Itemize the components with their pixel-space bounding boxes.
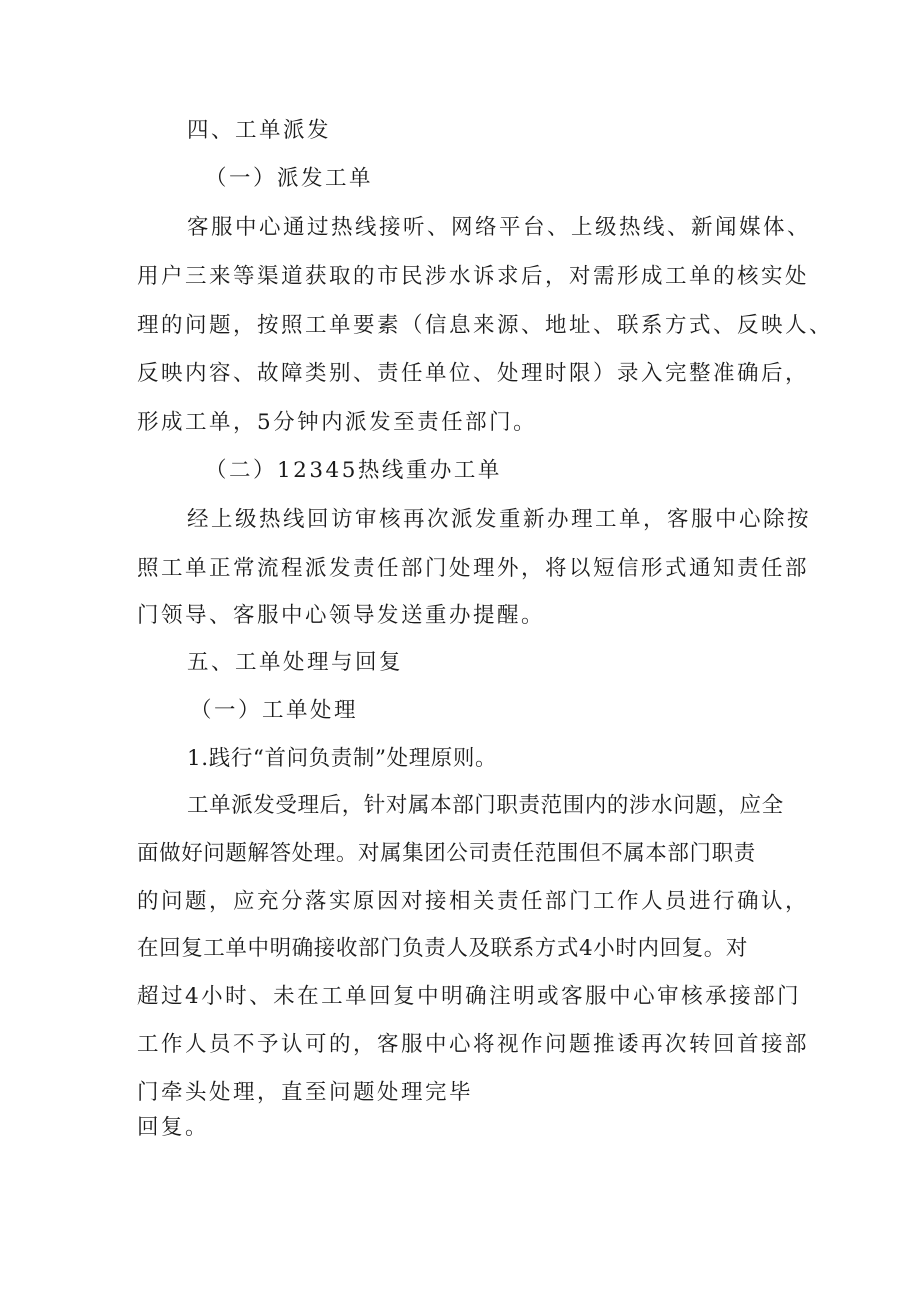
paragraph-line: 的问题，应充分落实原因对接相关责任部门工作人员进行确认， bbox=[137, 889, 810, 914]
section-4-heading: 四、工单派发 bbox=[187, 118, 332, 143]
paragraph-line: 门牵头处理，直至问题处理完毕 bbox=[137, 1080, 474, 1105]
paragraph-line: 回复。 bbox=[137, 1115, 210, 1140]
section-4-2-title: （二）12345热线重办工单 bbox=[205, 458, 502, 483]
paragraph-line: 用户三来等渠道获取的市民涉水诉求后，对需形成工单的核实处 bbox=[137, 264, 810, 289]
paragraph-line: 在回复工单中明确接收部门负责人及联系方式4小时内回复。对 bbox=[137, 936, 748, 961]
paragraph-line: 理的问题，按照工单要素（信息来源、地址、联系方式、反映人、 bbox=[137, 313, 834, 338]
section-5-1-title: （一）工单处理 bbox=[190, 698, 359, 723]
list-item-1: 1.践行“首问负责制”处理原则。 bbox=[187, 746, 498, 771]
paragraph-line: 门领导、客服中心领导发送重办提醒。 bbox=[137, 603, 546, 628]
paragraph-line: 工单派发受理后，针对属本部门职责范围内的涉水问题，应全 bbox=[187, 793, 784, 818]
paragraph-line: 客服中心通过热线接听、网络平台、上级热线、新闻媒体、 bbox=[187, 215, 812, 240]
paragraph-line: 反映内容、故障类别、责任单位、处理时限）录入完整准确后， bbox=[137, 361, 810, 386]
paragraph-line: 超过4小时、未在工单回复中明确注明或客服中心审核承接部门 bbox=[137, 984, 802, 1009]
paragraph-line: 形成工单，5分钟内派发至责任部门。 bbox=[137, 410, 538, 435]
paragraph-line: 经上级热线回访审核再次派发重新办理工单，客服中心除按 bbox=[187, 507, 812, 532]
section-5-heading: 五、工单处理与回复 bbox=[187, 650, 404, 675]
paragraph-line: 照工单正常流程派发责任部门处理外，将以短信形式通知责任部 bbox=[137, 556, 810, 581]
paragraph-line: 工作人员不予认可的，客服中心将视作问题推诿再次转回首接部 bbox=[137, 1032, 810, 1057]
paragraph-line: 面做好问题解答处理。对属集团公司责任范围但不属本部门职责 bbox=[137, 841, 756, 866]
section-4-1-title: （一）派发工单 bbox=[205, 166, 374, 191]
